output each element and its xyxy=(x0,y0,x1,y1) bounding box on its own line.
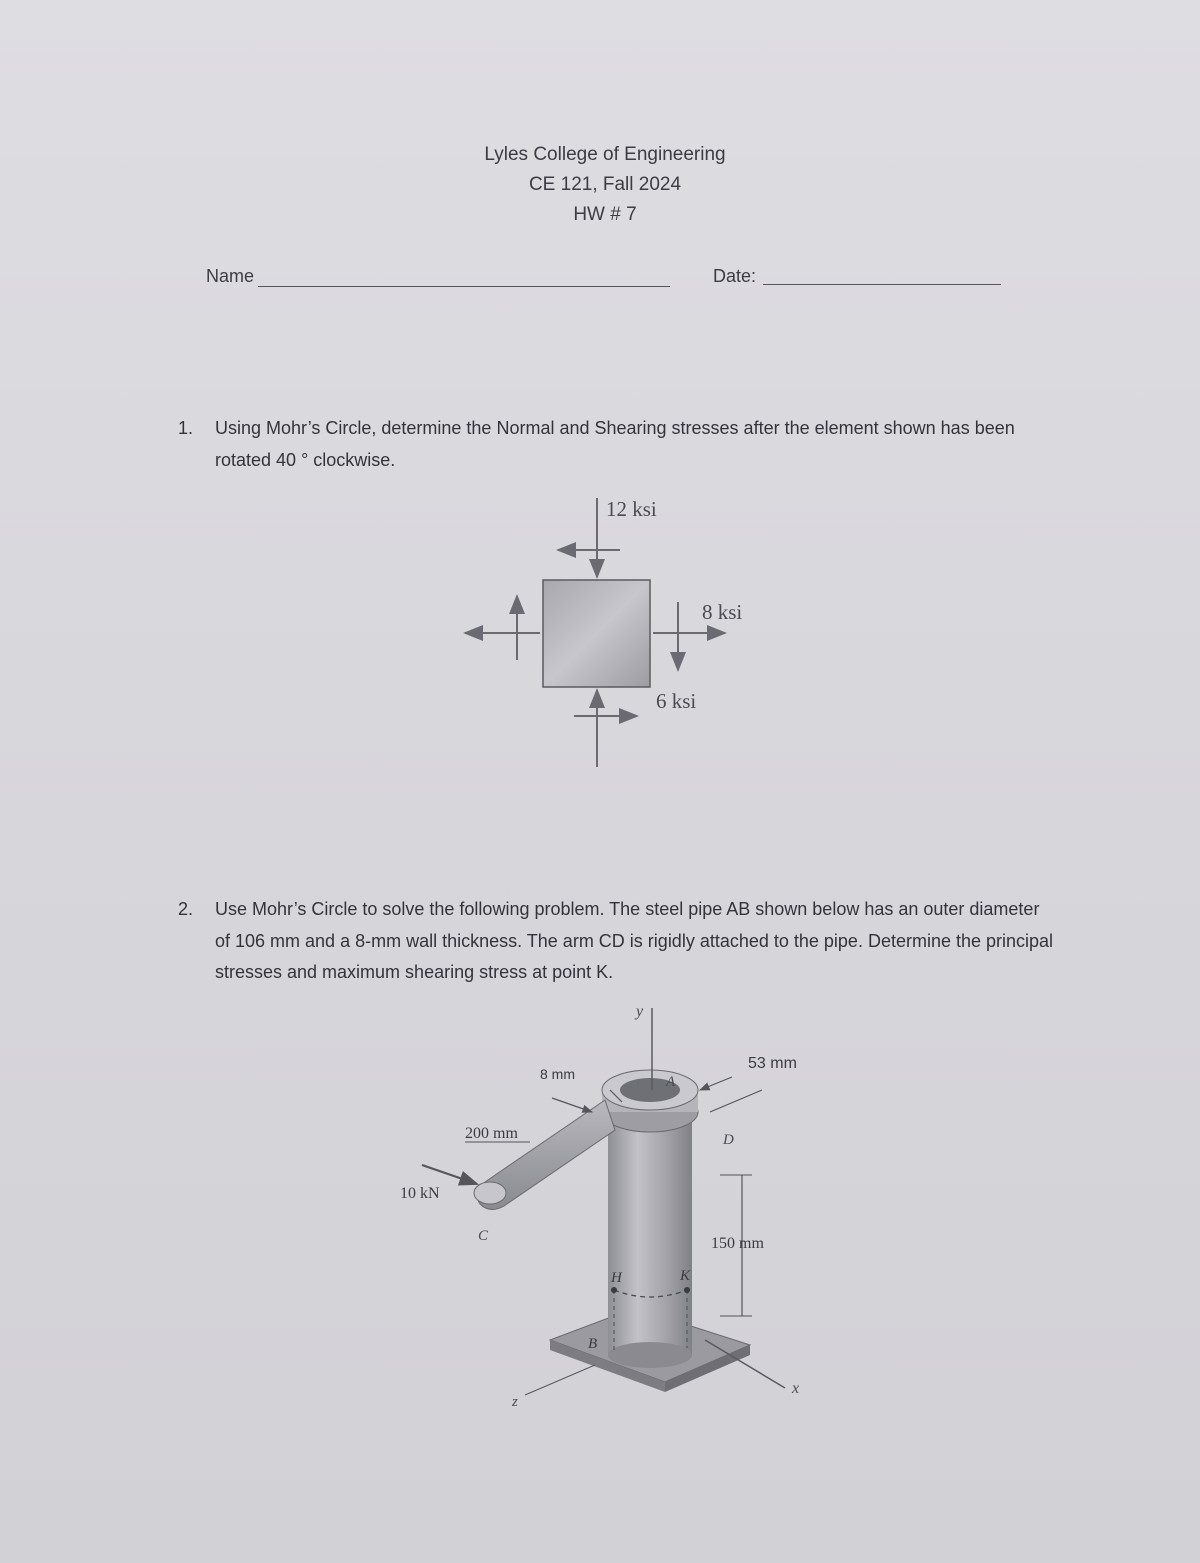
dim-8mm: 8 mm xyxy=(540,1066,575,1082)
name-label: Name xyxy=(206,266,255,286)
pipe-arm-figure xyxy=(380,990,840,1420)
stress-square xyxy=(543,580,650,687)
point-h: H xyxy=(611,1270,622,1286)
date-label: Date: xyxy=(713,266,757,286)
point-d: D xyxy=(723,1132,734,1148)
label-12-ksi: 12 ksi xyxy=(606,497,657,521)
name-line[interactable] xyxy=(258,286,670,287)
x-axis-label: x xyxy=(792,1380,800,1397)
question-1-text: Using Mohr’s Circle, determine the Normal and Shearing stresses after the element shown has been rotated 40 ° clockwise. xyxy=(215,418,1015,470)
label-8-ksi: 8 ksi xyxy=(702,600,743,624)
z-axis-label: z xyxy=(512,1394,518,1410)
question-2-number: 2. xyxy=(178,899,194,919)
z-axis xyxy=(525,1365,595,1395)
question-1-number: 1. xyxy=(178,418,194,438)
assignment-title: HW # 7 xyxy=(573,204,637,225)
stress-element-figure xyxy=(440,490,780,780)
force-label: 10 kN xyxy=(400,1185,440,1202)
college-name: Lyles College of Engineering xyxy=(484,144,726,165)
document-header xyxy=(0,140,1200,230)
question-2-text: Use Mohr’s Circle to solve the following problem. The steel pipe AB shown below has an outer diameter of 106 mm and a 8-mm wall thickness. The arm CD is rigidly attached to the pipe. Determine the principal stresses and maximum shearing stress at point K. xyxy=(215,899,1054,982)
dim-53mm: 53 mm xyxy=(748,1055,797,1072)
pipe-body xyxy=(608,1110,692,1355)
point-k: K xyxy=(680,1268,691,1284)
course-title: CE 121, Fall 2024 xyxy=(528,174,682,195)
point-b: B xyxy=(588,1336,598,1352)
point-a: A xyxy=(666,1074,676,1090)
y-axis-label: y xyxy=(636,1003,644,1020)
dim-200mm: 200 mm xyxy=(465,1125,518,1142)
date-line[interactable] xyxy=(763,284,1001,285)
point-c: C xyxy=(478,1228,489,1244)
dim-150mm: 150 mm xyxy=(711,1235,764,1252)
label-6-ksi: 6 ksi xyxy=(656,689,697,713)
force-arrow xyxy=(422,1165,477,1184)
